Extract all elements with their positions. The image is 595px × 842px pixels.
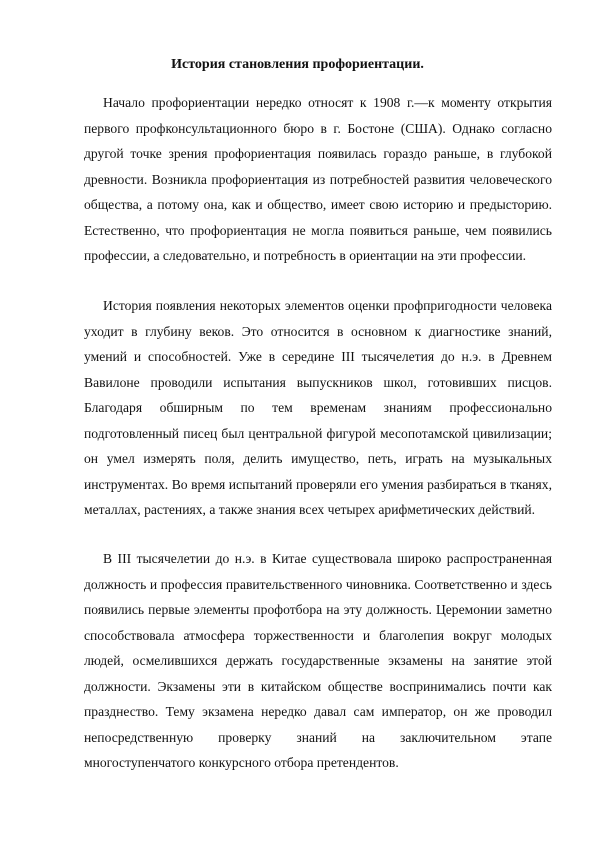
paragraph-1: Начало профориентации нередко относят к 1908 г.—к моменту открытия первого профконсультационного бюро в г. Бостоне (США). Однако согласно другой точке зрения профориентация появилась гораздо раньше, в глубокой древности. Возникла профориентация из потребностей развития человеческого общества, а потому она, как и общество, имеет свою историю и предысторию. Естественно, что профориентация не могла появиться раньше, чем появились профессии, а следовательно, и потребность в ориентации на эти профессии.: [84, 95, 552, 263]
document-title: История становления профориентации.: [171, 57, 424, 72]
paragraph-2: История появления некоторых элементов оценки профпригодности человека уходит в глубину веков. Это относится в основном к диагностике знаний, умений и способностей. Уже в середине III тысячелетия до н.э. в Древнем Вавилоне проводили испытания выпускников школ, готовивших писцов. Благодаря обширным по тем временам знаниям профессионально подготовленный писец был центральной фигурой месопотамской цивилизации; он умел измерять поля, делить имущество, петь, играть на музыкальных инструментах. Во время испытаний проверяли его умения разбираться в тканях, металлах, растениях, а также знания всех четырех арифметических действий.: [84, 298, 552, 517]
paragraph-3: В III тысячелетии до н.э. в Китае существовала широко распространенная должность и профессия правительственного чиновника. Соответственно и здесь появились первые элементы профотбора на эту должность. Церемонии заметно способствовала атмосфера торжественности и благолепия вокруг молодых людей, осмелившихся держать государственные экзамены на занятие этой должности. Экзамены эти в китайском обществе воспринимались почти как празднество. Тему экзамена нередко давал сам император, он же проводил непосредственную проверку знаний на заключительном этапе многоступенчатого конкурсного отбора претендентов.: [84, 551, 552, 770]
